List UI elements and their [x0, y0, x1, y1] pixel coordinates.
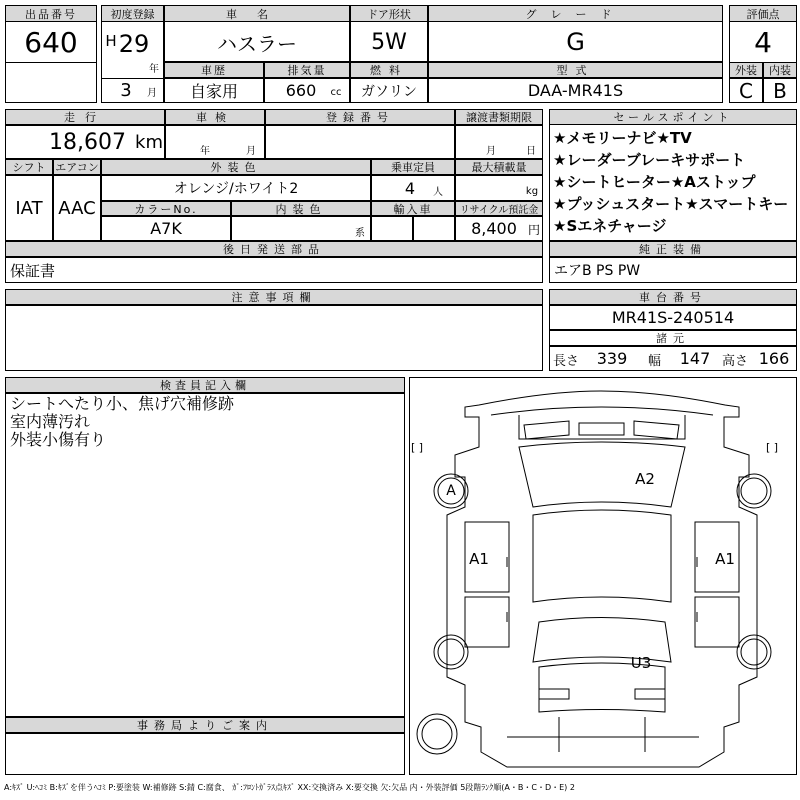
history: 自家用: [189, 82, 238, 101]
transfer-month-unit: 月: [486, 145, 496, 157]
color-no-header: カラーNo.: [101, 201, 231, 216]
spare-wheel: [417, 714, 457, 754]
int-color-cell: [231, 216, 371, 241]
lot-header: 出品番号: [5, 5, 97, 22]
damage-front-left: A: [446, 483, 456, 499]
sales-points-header: セールスポイント: [549, 109, 797, 125]
spare-wheel-inner: [422, 719, 452, 749]
sales-point: ★メモリーナビ★TV: [553, 129, 692, 147]
wheel-rear-left: [434, 635, 468, 669]
fuel-header: 燃料: [350, 62, 428, 78]
inspector-note: 外装小傷有り: [10, 430, 107, 449]
lot-lower: [5, 62, 97, 103]
displacement: 660: [285, 81, 317, 100]
standard-header: 純正装備: [549, 241, 797, 257]
width: 147: [679, 348, 711, 368]
grade-header: グレード: [428, 5, 723, 22]
fuel: ガソリン: [361, 83, 417, 100]
shift: IAT: [15, 197, 43, 219]
inspection-header: 車検: [165, 109, 265, 125]
office-header: 事務局よりご案内: [5, 717, 405, 733]
length: 339: [596, 348, 628, 368]
series-unit: 系: [355, 227, 365, 239]
aircon: AAC: [58, 197, 96, 219]
right-rear-door: [695, 597, 739, 647]
insp-year-unit: 年: [200, 145, 210, 157]
bracket-left: [ ]: [411, 440, 424, 454]
score: 4: [754, 25, 772, 59]
score-header: 評価点: [729, 5, 797, 22]
notes-cell: [5, 305, 543, 371]
inspector-note: 室内薄汚れ: [10, 412, 91, 431]
capacity: 4: [404, 178, 416, 198]
body-outline: [447, 391, 757, 767]
person-unit: 人: [433, 186, 443, 198]
transfer-header: 譲渡書類期限: [455, 109, 543, 125]
import-cell-b: [413, 216, 455, 241]
height-label: 高さ: [722, 353, 749, 369]
later-parts: 保証書: [10, 261, 56, 280]
displacement-header: 排気量: [264, 62, 350, 78]
reg-year: 29: [118, 30, 150, 58]
damage-rear: U3: [630, 654, 652, 672]
reg-no-cell: [265, 125, 455, 159]
door-header: ドア形状: [350, 5, 428, 22]
cc-unit: cc: [330, 86, 342, 98]
later-parts-cell: [5, 257, 543, 283]
legend: A:ｷｽﾞ U:ﾍｺﾐ B:ｷｽﾞを伴うﾍｺﾐ P:要塗装 W:補修跡 S:錆 C:腐食、 ｶﾞ:ﾌﾛﾝﾄｶﾞﾗｽ点ｷｽﾞ XX:交換済み X:要交換 欠:欠品 内・外装評価 5段階ﾗﾝｸ順(A・B・C・D・E) 2: [4, 782, 575, 792]
height: 166: [758, 348, 790, 368]
notes-header: 注意事項欄: [5, 289, 543, 305]
office-cell: [5, 733, 405, 775]
month-unit: 月: [147, 87, 157, 99]
grade: G: [566, 28, 585, 56]
wheel-rear-right-inner: [741, 639, 767, 665]
damage-right-side: A1: [715, 550, 735, 568]
sales-point: ★レーダーブレーキサポート: [553, 151, 746, 169]
damage-roof: A2: [635, 470, 655, 488]
inspector-notes: [10, 395, 234, 449]
chassis-number: MR41S-240514: [611, 308, 735, 327]
int-color-header: 内装色: [231, 201, 371, 216]
sales-points-list: [553, 127, 797, 237]
reg-month: 3: [120, 79, 132, 101]
standard-equipment: エアB PS PW: [554, 263, 641, 279]
left-rear-door: [465, 597, 509, 647]
import-cell-a: [371, 216, 413, 241]
recycle: 8,400: [471, 219, 517, 238]
rear-lamp-left: [539, 689, 569, 699]
grille-mid: [579, 423, 624, 435]
sales-point: ★プッシュスタート★スマートキー: [553, 195, 789, 213]
damage-left-side: A1: [469, 550, 489, 568]
door-type: 5W: [371, 29, 407, 55]
car-diagram: [409, 377, 797, 775]
sales-point: ★シートヒーター★Aストップ: [553, 173, 756, 191]
mileage-header: 走行: [5, 109, 165, 125]
sales-point: ★Sエネチャージ: [553, 217, 667, 235]
rear-lamp-right: [635, 689, 665, 699]
reg-divider: [101, 78, 164, 103]
import-header: 輸入車: [371, 201, 455, 216]
color-no: A7K: [150, 219, 182, 238]
specs-header: 諸元: [549, 330, 797, 346]
lot-number: 640: [24, 25, 78, 59]
front-bumper: [491, 407, 713, 415]
era-letter: H: [105, 32, 117, 50]
roof: [533, 510, 671, 602]
int-header: 内装: [763, 62, 797, 78]
ext-color: オレンジ/ホワイト2: [173, 181, 299, 197]
recycle-header: リサイクル預託金: [455, 201, 543, 216]
wheel-rear-left-inner: [438, 639, 464, 665]
ext-color-header: 外装色: [101, 159, 371, 175]
shift-header: シフト: [5, 159, 53, 175]
history-header: 車歴: [164, 62, 264, 78]
model-code: DAA-MR41S: [527, 81, 624, 100]
inspector-header: 検査員記入欄: [5, 377, 405, 393]
int-grade: B: [773, 78, 787, 103]
car-name: ハスラー: [217, 31, 297, 56]
insp-month-unit: 月: [246, 145, 256, 157]
reg-no-header: 登録番号: [265, 109, 455, 125]
grille-left: [524, 421, 569, 439]
max-load-header: 最大積載量: [455, 159, 543, 175]
ext-grade: C: [739, 78, 753, 103]
length-label: 長さ: [553, 353, 580, 369]
year-unit: 年: [149, 63, 159, 75]
capacity-header: 乗車定員: [371, 159, 455, 175]
mileage: 18,607: [49, 129, 126, 155]
aircon-header: エアコン: [53, 159, 101, 175]
wheel-front-right: [737, 474, 771, 508]
wheel-front-right-inner: [741, 478, 767, 504]
windshield: [519, 442, 685, 507]
yen-unit: 円: [527, 222, 540, 237]
bracket-right: [ ]: [766, 440, 779, 454]
grille-right: [634, 421, 679, 439]
width-label: 幅: [648, 353, 662, 369]
kg-unit: kg: [525, 185, 539, 197]
ext-header: 外装: [729, 62, 763, 78]
chassis-header: 車台番号: [549, 289, 797, 305]
transfer-day-unit: 日: [526, 145, 536, 157]
inspector-note: シートへたり小、焦げ穴補修跡: [10, 394, 235, 413]
wheel-rear-right: [737, 635, 771, 669]
model-header: 型式: [428, 62, 723, 78]
first-reg-header: 初度登録: [101, 5, 164, 22]
later-parts-header: 後日発送部品: [5, 241, 543, 257]
car-name-header: 車名: [164, 5, 350, 22]
km-unit: km: [135, 131, 163, 153]
